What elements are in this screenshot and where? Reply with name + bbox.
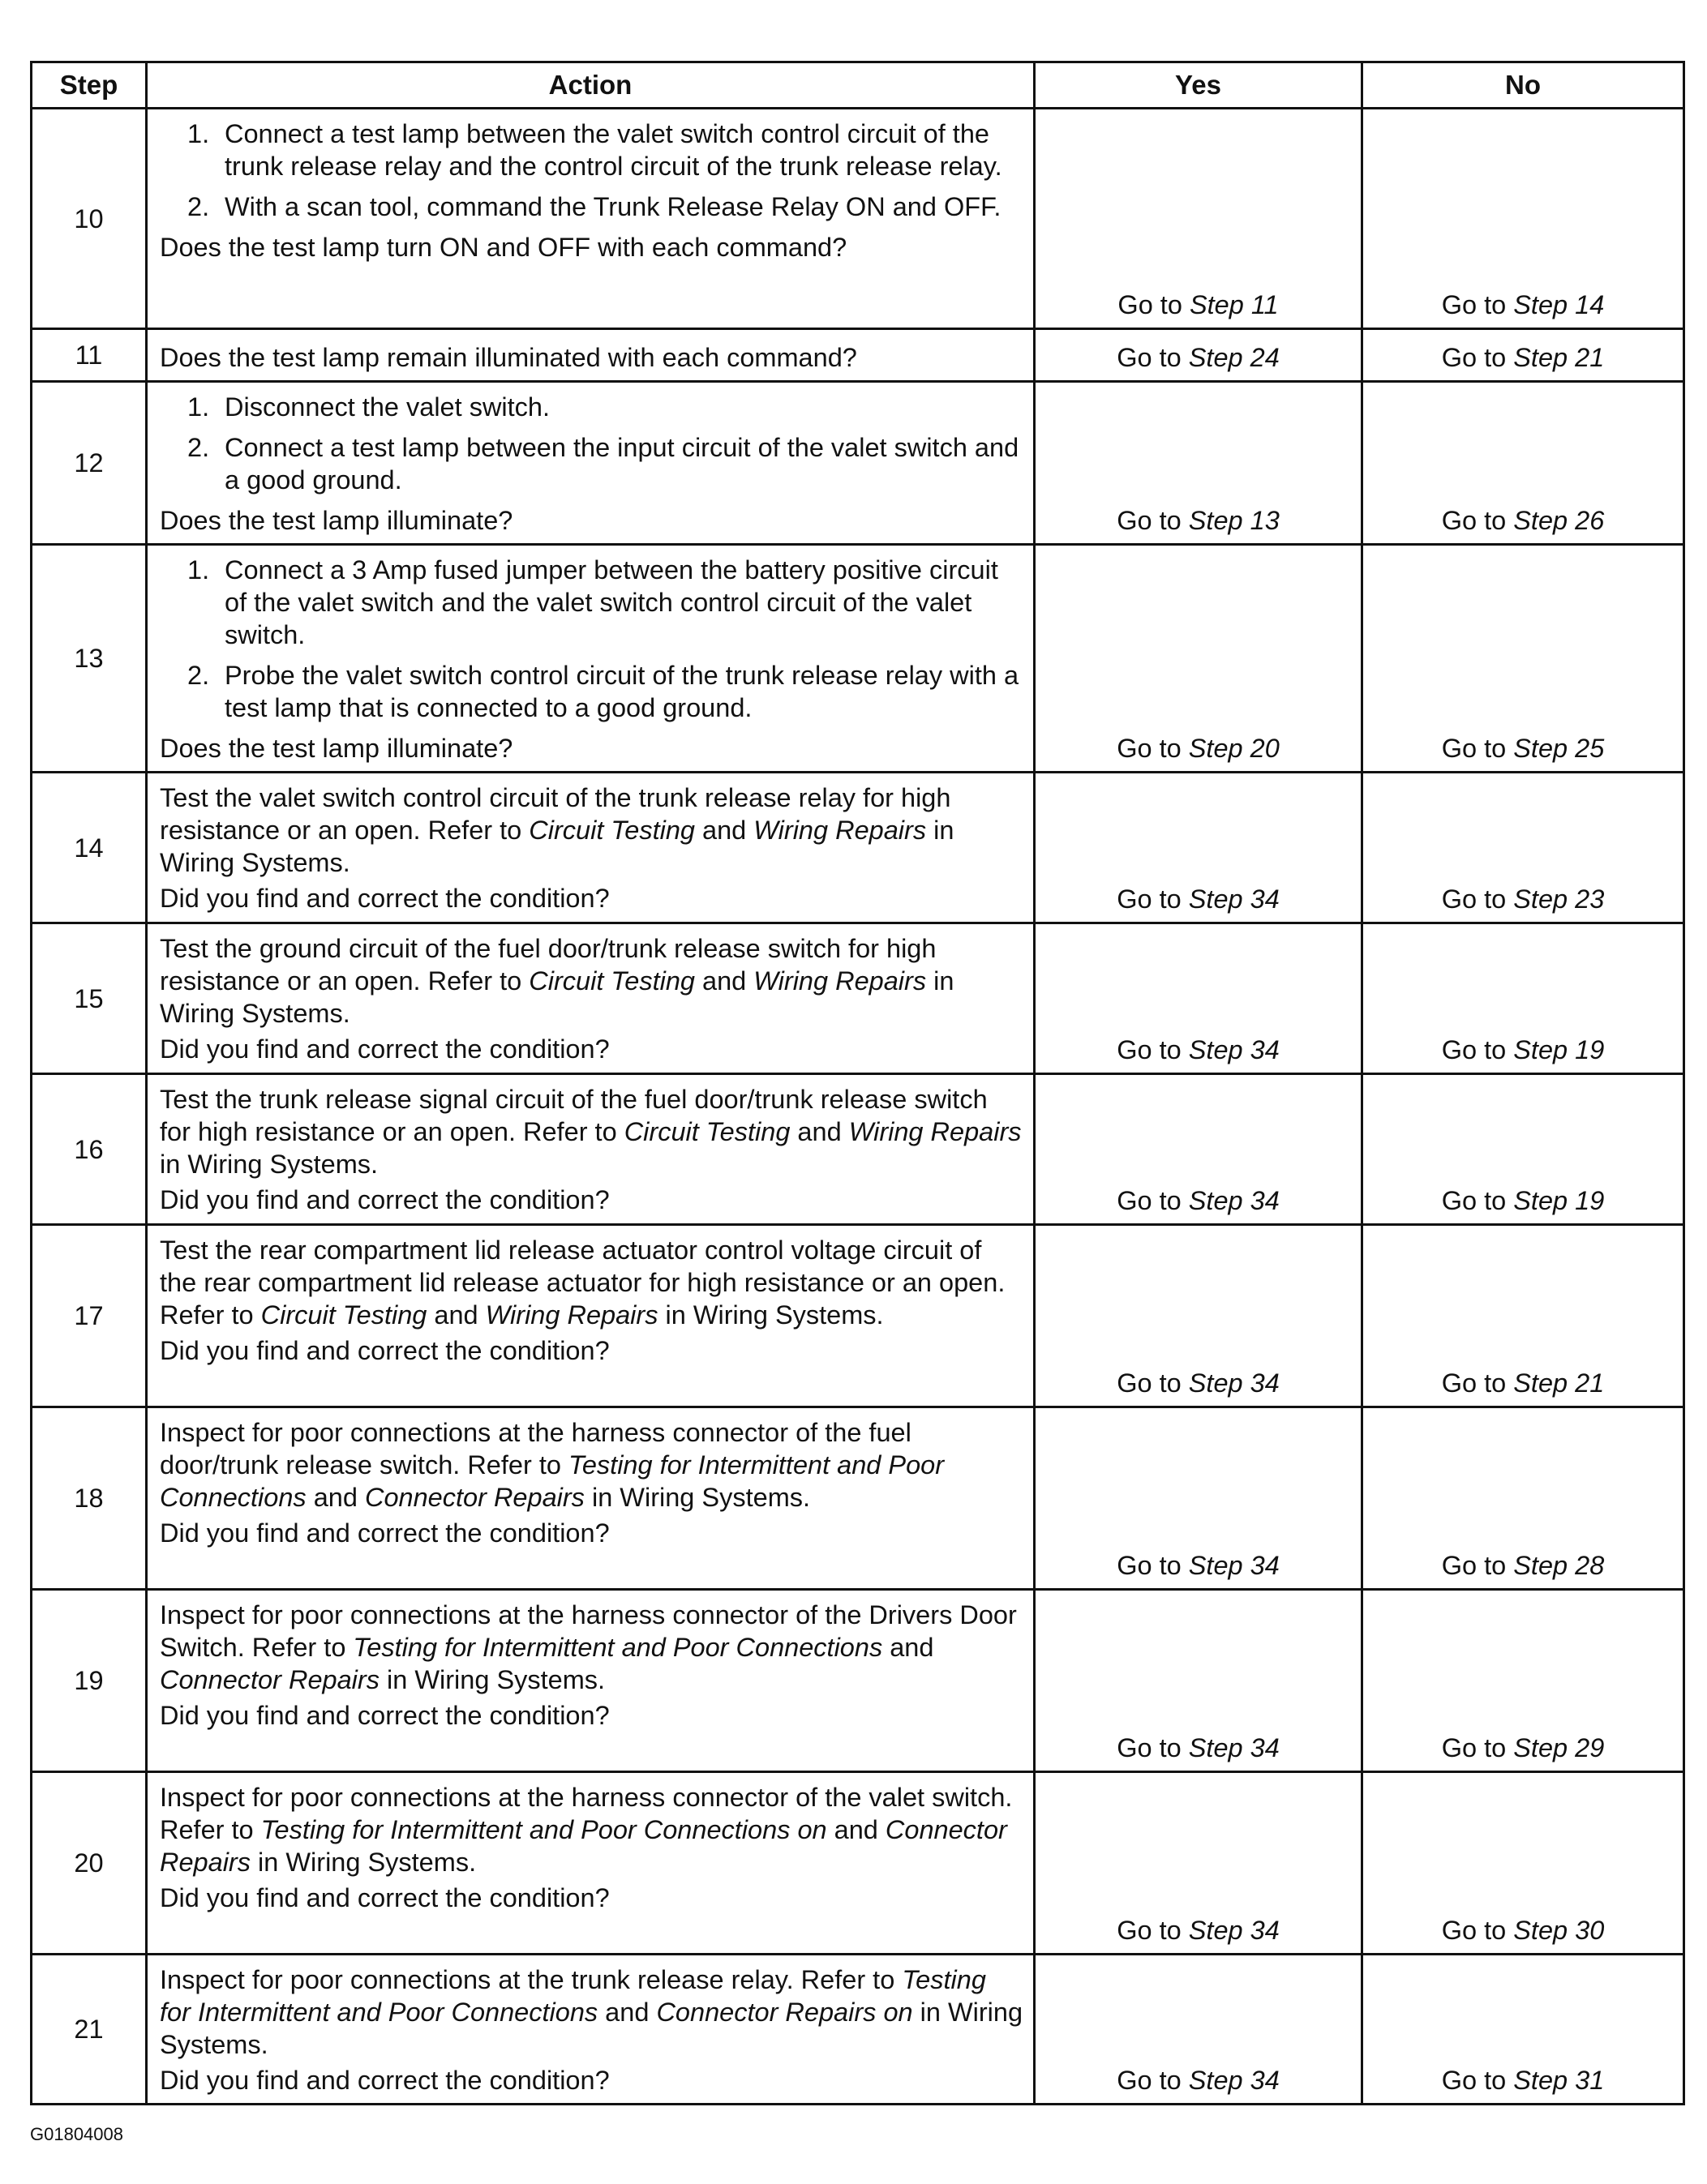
- no-cell: [1362, 329, 1684, 382]
- goto-label: Go to: [1117, 1551, 1182, 1580]
- goto-label: Go to: [1117, 1035, 1182, 1064]
- step-link: Step 34: [1188, 2066, 1280, 2095]
- action-text: [160, 1781, 1023, 1878]
- instruction-text: and: [306, 1483, 365, 1512]
- step-link: Step 29: [1513, 1733, 1605, 1762]
- reference-text: Testing for Intermittent and Poor Connections: [160, 1965, 986, 2027]
- question-text: Did you find and correct the condition?: [160, 1185, 610, 1214]
- step-link: Step 24: [1188, 343, 1280, 372]
- step-link: Step 34: [1188, 1551, 1280, 1580]
- step-number: 11: [32, 329, 147, 382]
- no-cell: [1362, 545, 1684, 773]
- instruction-text: and: [694, 816, 754, 845]
- numbered-step: [187, 554, 1023, 651]
- step-index: 2.: [187, 192, 210, 221]
- step-link: Step 34: [1188, 1368, 1280, 1398]
- step-link: Step 34: [1188, 884, 1280, 914]
- action-cell: [147, 545, 1035, 773]
- step-link: Step 31: [1513, 2066, 1605, 2095]
- instruction-text: and: [598, 1998, 657, 2027]
- step-link: Step 19: [1513, 1035, 1605, 1064]
- step-number: 13: [32, 545, 147, 773]
- no-cell: [1362, 1225, 1684, 1407]
- step-text: Probe the valet switch control circuit of the trunk release relay with a test lamp that is connected to a good ground.: [225, 661, 1019, 722]
- table-row: [32, 773, 1684, 923]
- instruction-text: Test the rear compartment lid release actuator control voltage circuit of the rear compartment lid release actuator for high resistance or an open. Refer to: [160, 1235, 1006, 1330]
- yes-cell: [1035, 109, 1362, 329]
- step-link: Step 13: [1188, 506, 1280, 535]
- step-link: Step 21: [1513, 1368, 1605, 1398]
- goto-label: Go to: [1441, 2066, 1507, 2095]
- goto-label: Go to: [1117, 1368, 1182, 1398]
- goto-label: Go to: [1441, 1186, 1507, 1215]
- step-text: With a scan tool, command the Trunk Release Relay ON and OFF.: [225, 192, 1001, 221]
- numbered-step: [187, 659, 1023, 724]
- no-cell: [1362, 109, 1684, 329]
- step-number: 20: [32, 1772, 147, 1955]
- step-link: Step 26: [1513, 506, 1605, 535]
- step-link: Step 34: [1188, 1035, 1280, 1064]
- step-number: 19: [32, 1590, 147, 1772]
- goto-label: Go to: [1117, 290, 1182, 319]
- action-cell: [147, 329, 1035, 382]
- numbered-step: [187, 391, 1023, 423]
- yes-cell: [1035, 1590, 1362, 1772]
- goto-label: Go to: [1441, 1368, 1507, 1398]
- goto-label: Go to: [1441, 1551, 1507, 1580]
- reference-text: Wiring Repairs: [753, 816, 927, 845]
- goto-label: Go to: [1117, 1186, 1182, 1215]
- reference-text: Wiring Repairs: [753, 966, 927, 996]
- step-number: 16: [32, 1074, 147, 1225]
- action-cell: [147, 1955, 1035, 2105]
- question-text: Did you find and correct the condition?: [160, 1883, 610, 1912]
- no-cell: [1362, 1074, 1684, 1225]
- reference-text: Testing for Intermittent and Poor Connections on: [260, 1815, 827, 1844]
- table-row: [32, 382, 1684, 545]
- yes-cell: [1035, 1074, 1362, 1225]
- instruction-text: in Wiring Systems.: [160, 1998, 1023, 2059]
- action-text: [160, 1599, 1023, 1696]
- instruction-text: in Wiring Systems.: [160, 816, 954, 877]
- goto-label: Go to: [1441, 506, 1507, 535]
- reference-text: Circuit Testing: [624, 1117, 791, 1146]
- goto-label: Go to: [1441, 343, 1507, 372]
- no-cell: [1362, 1407, 1684, 1590]
- yes-cell: [1035, 923, 1362, 1074]
- step-number: 15: [32, 923, 147, 1074]
- numbered-step: [187, 191, 1023, 223]
- step-link: Step 14: [1513, 290, 1605, 319]
- yes-cell: [1035, 1225, 1362, 1407]
- step-number: 14: [32, 773, 147, 923]
- instruction-text: in Wiring Systems.: [160, 1150, 379, 1179]
- table-row: [32, 1955, 1684, 2105]
- instruction-text: and: [826, 1815, 886, 1844]
- question-text: Did you find and correct the condition?: [160, 2066, 610, 2095]
- no-column-header: No: [1362, 62, 1684, 109]
- goto-label: Go to: [1117, 884, 1182, 914]
- action-cell: [147, 923, 1035, 1074]
- instruction-text: and: [790, 1117, 849, 1146]
- question-text: Does the test lamp illuminate?: [160, 734, 513, 763]
- numbered-step: [187, 118, 1023, 182]
- numbered-steps: [160, 554, 1023, 724]
- goto-label: Go to: [1441, 1035, 1507, 1064]
- goto-label: Go to: [1117, 2066, 1182, 2095]
- step-number: 21: [32, 1955, 147, 2105]
- no-cell: [1362, 923, 1684, 1074]
- step-link: Step 28: [1513, 1551, 1605, 1580]
- question-text: Did you find and correct the condition?: [160, 1034, 610, 1064]
- question-text: Did you find and correct the condition?: [160, 1336, 610, 1365]
- step-link: Step 25: [1513, 734, 1605, 763]
- numbered-step: [187, 431, 1023, 496]
- step-number: 12: [32, 382, 147, 545]
- goto-label: Go to: [1441, 290, 1507, 319]
- no-cell: [1362, 382, 1684, 545]
- step-text: Disconnect the valet switch.: [225, 392, 551, 422]
- action-cell: [147, 1772, 1035, 1955]
- goto-label: Go to: [1441, 884, 1507, 914]
- reference-text: Connector Repairs: [364, 1483, 585, 1512]
- step-index: 2.: [187, 661, 210, 690]
- instruction-text: in Wiring Systems.: [584, 1483, 811, 1512]
- action-cell: [147, 1590, 1035, 1772]
- action-text: [160, 1416, 1023, 1514]
- no-cell: [1362, 1590, 1684, 1772]
- question-text: Did you find and correct the condition?: [160, 1518, 610, 1548]
- reference-text: Wiring Repairs: [848, 1117, 1022, 1146]
- action-cell: [147, 1407, 1035, 1590]
- step-index: 1.: [187, 555, 210, 585]
- step-link: Step 21: [1513, 343, 1605, 372]
- instruction-text: in Wiring Systems.: [251, 1848, 477, 1877]
- step-link: Step 34: [1188, 1733, 1280, 1762]
- yes-cell: [1035, 382, 1362, 545]
- action-column-header: Action: [147, 62, 1035, 109]
- goto-label: Go to: [1117, 734, 1182, 763]
- goto-label: Go to: [1117, 1916, 1182, 1945]
- step-text: Connect a 3 Amp fused jumper between the battery positive circuit of the valet switch and the valet switch control circuit of the valet switch.: [225, 555, 998, 649]
- table-row: [32, 923, 1684, 1074]
- table-body: [32, 109, 1684, 2105]
- step-text: Connect a test lamp between the input circuit of the valet switch and a good ground.: [225, 433, 1019, 495]
- no-cell: [1362, 1772, 1684, 1955]
- question-text: Does the test lamp turn ON and OFF with each command?: [160, 233, 847, 262]
- yes-cell: [1035, 773, 1362, 923]
- yes-column-header: Yes: [1035, 62, 1362, 109]
- instruction-text: in Wiring Systems.: [379, 1665, 606, 1694]
- table-row: [32, 1407, 1684, 1590]
- instruction-text: and: [882, 1633, 934, 1662]
- yes-cell: [1035, 329, 1362, 382]
- step-link: Step 34: [1188, 1916, 1280, 1945]
- figure-id: G01804008: [30, 2124, 123, 2144]
- goto-label: Go to: [1117, 506, 1182, 535]
- instruction-text: in Wiring Systems.: [658, 1300, 884, 1330]
- action-text: [160, 1083, 1023, 1180]
- no-cell: [1362, 1955, 1684, 2105]
- instruction-text: Inspect for poor connections at the harness connector of the Drivers Door Switch. Refer to: [160, 1600, 1017, 1662]
- instruction-text: Inspect for poor connections at the trunk release relay. Refer to: [160, 1965, 903, 1994]
- instruction-text: Test the ground circuit of the fuel door/trunk release switch for high resistance or an open. Refer to: [160, 934, 937, 996]
- step-link: Step 19: [1513, 1186, 1605, 1215]
- table-row: [32, 1590, 1684, 1772]
- step-index: 2.: [187, 433, 210, 462]
- step-number: 10: [32, 109, 147, 329]
- header-row: [32, 62, 1684, 109]
- action-text: [160, 932, 1023, 1030]
- instruction-text: Inspect for poor connections at the harness connector of the valet switch. Refer to: [160, 1783, 1013, 1844]
- instruction-text: Inspect for poor connections at the harness connector of the fuel door/trunk release switch. Refer to: [160, 1418, 911, 1480]
- no-cell: [1362, 773, 1684, 923]
- table-row: [32, 545, 1684, 773]
- yes-cell: [1035, 545, 1362, 773]
- action-text: [160, 1234, 1023, 1331]
- step-text: Connect a test lamp between the valet switch control circuit of the trunk release relay and the control circuit of the trunk release relay.: [225, 119, 1002, 181]
- step-link: Step 34: [1188, 1186, 1280, 1215]
- yes-cell: [1035, 1407, 1362, 1590]
- instruction-text: in Wiring Systems.: [160, 966, 954, 1028]
- question-text: Does the test lamp remain illuminated with each command?: [160, 343, 857, 372]
- numbered-steps: [160, 391, 1023, 496]
- action-cell: [147, 1225, 1035, 1407]
- action-cell: [147, 382, 1035, 545]
- goto-label: Go to: [1441, 734, 1507, 763]
- step-link: Step 23: [1513, 884, 1605, 914]
- instruction-text: and: [694, 966, 754, 996]
- table-row: [32, 1772, 1684, 1955]
- step-link: Step 30: [1513, 1916, 1605, 1945]
- instruction-text: Test the valet switch control circuit of the trunk release relay for high resistance or an open. Refer to: [160, 783, 951, 845]
- instruction-text: Test the trunk release signal circuit of the fuel door/trunk release switch for high resistance or an open. Refer to: [160, 1085, 988, 1146]
- yes-cell: [1035, 1955, 1362, 2105]
- question-text: Did you find and correct the condition?: [160, 1701, 610, 1730]
- table-row: [32, 109, 1684, 329]
- step-number: 18: [32, 1407, 147, 1590]
- yes-cell: [1035, 1772, 1362, 1955]
- step-link: Step 11: [1189, 290, 1279, 319]
- numbered-steps: [160, 118, 1023, 223]
- reference-text: Wiring Repairs: [485, 1300, 658, 1330]
- reference-text: Connector Repairs: [160, 1815, 1007, 1877]
- table-row: [32, 1074, 1684, 1225]
- reference-text: Circuit Testing: [529, 966, 695, 996]
- table-row: [32, 1225, 1684, 1407]
- step-index: 1.: [187, 119, 210, 148]
- step-index: 1.: [187, 392, 210, 422]
- reference-text: Connector Repairs: [160, 1665, 380, 1694]
- action-text: [160, 782, 1023, 879]
- reference-text: Circuit Testing: [529, 816, 695, 845]
- goto-label: Go to: [1117, 343, 1182, 372]
- instruction-text: and: [427, 1300, 486, 1330]
- goto-label: Go to: [1117, 1733, 1182, 1762]
- reference-text: Testing for Intermittent and Poor Connections: [353, 1633, 883, 1662]
- action-cell: [147, 1074, 1035, 1225]
- question-text: Does the test lamp illuminate?: [160, 506, 513, 535]
- reference-text: Testing for Intermittent and Poor Connections: [160, 1450, 945, 1512]
- question-text: Did you find and correct the condition?: [160, 884, 610, 913]
- step-number: 17: [32, 1225, 147, 1407]
- goto-label: Go to: [1441, 1733, 1507, 1762]
- diagnostic-table: [30, 61, 1685, 2105]
- action-cell: [147, 109, 1035, 329]
- goto-label: Go to: [1441, 1916, 1507, 1945]
- action-cell: [147, 773, 1035, 923]
- table-row: [32, 329, 1684, 382]
- step-column-header: Step: [32, 62, 147, 109]
- action-text: [160, 1963, 1023, 2061]
- reference-text: Connector Repairs on: [656, 1998, 913, 2027]
- step-link: Step 20: [1188, 734, 1280, 763]
- reference-text: Circuit Testing: [260, 1300, 427, 1330]
